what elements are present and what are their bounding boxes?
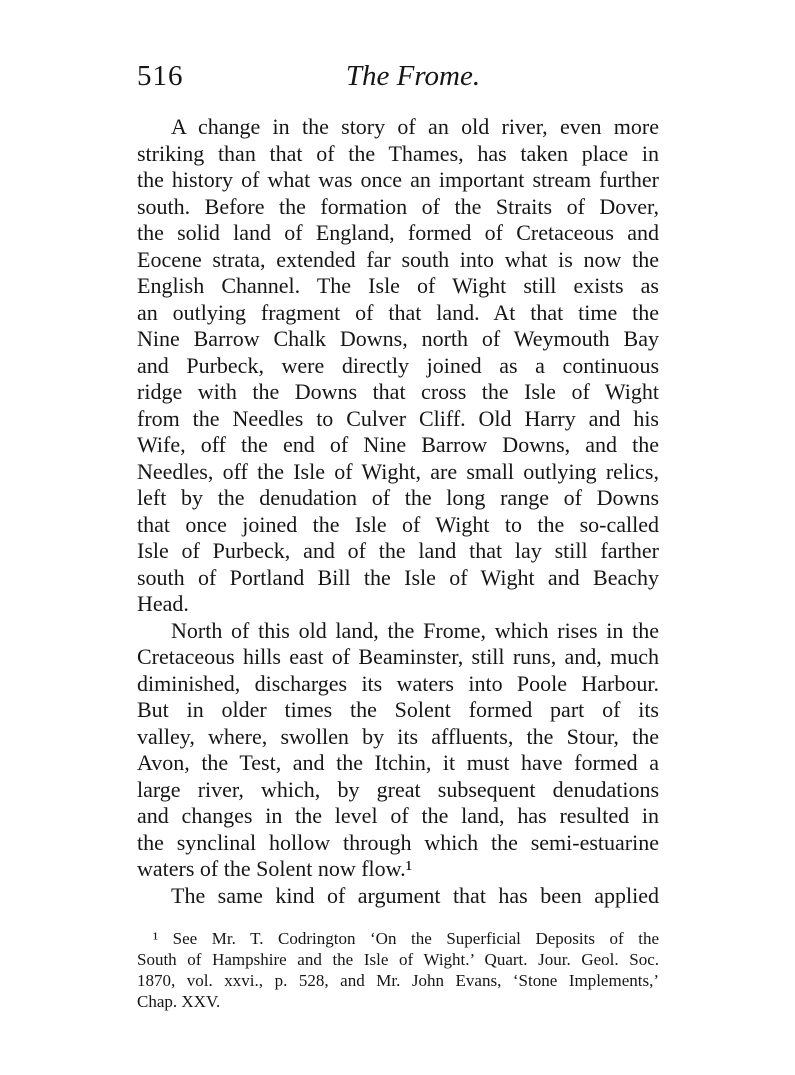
text-line: But in older times the Solent formed part of its xyxy=(137,697,659,722)
text-line: English Channel. The Isle of Wight still exists as xyxy=(137,273,659,298)
footnote-line: South of Hampshire and the Isle of Wight.’ Quart. Jour. Geol. Soc. xyxy=(137,950,659,969)
text-line: left by the denudation of the long range of Downs xyxy=(137,485,659,510)
text-line: south of Portland Bill the Isle of Wight and Beachy xyxy=(137,564,659,590)
running-title: The Frome. xyxy=(345,60,481,92)
text-line: the synclinal hollow through which the semi-estuarine xyxy=(137,829,659,855)
footnote-line: 1870, vol. xxvi., p. 528, and Mr. John Evans, ‘Stone Implements,’ xyxy=(137,971,659,990)
text-line: and Purbeck, were directly joined as a continuous xyxy=(137,352,659,378)
page-header xyxy=(137,58,659,98)
text-line: the solid land of England, formed of Cretaceous and xyxy=(137,220,659,245)
text-line: Nine Barrow Chalk Downs, north of Weymouth Bay xyxy=(137,326,659,351)
text-line: that once joined the Isle of Wight to the so-called xyxy=(137,511,659,537)
text-line: large river, which, by great subsequent denudations xyxy=(137,776,659,802)
text-line: Head. xyxy=(137,591,189,616)
text-line: and changes in the level of the land, has resulted in xyxy=(137,803,659,828)
text-line: the history of what was once an important stream further xyxy=(137,167,659,192)
text-line: Wife, off the end of Nine Barrow Downs, and the xyxy=(137,432,659,457)
footnote-line: Chap. XXV. xyxy=(137,992,221,1011)
text-line: Needles, off the Isle of Wight, are small outlying relics, xyxy=(137,458,659,484)
text-line: waters of the Solent now flow.¹ xyxy=(137,856,413,881)
text-line: North of this old land, the Frome, which rises in the xyxy=(171,617,659,643)
text-line: A change in the story of an old river, even more xyxy=(171,114,659,139)
text-line: striking than that of the Thames, has taken place in xyxy=(137,140,659,166)
text-line: diminished, discharges its waters into Poole Harbour. xyxy=(137,670,659,696)
text-line: Isle of Purbeck, and of the land that lay still farther xyxy=(137,538,659,563)
paragraph-2 xyxy=(137,618,659,883)
text-line: Avon, the Test, and the Itchin, it must have formed a xyxy=(137,750,659,775)
text-line: valley, where, swollen by its affluents, the Stour, the xyxy=(137,723,659,749)
body-text xyxy=(137,114,659,909)
text-line: Cretaceous hills east of Beaminster, still runs, and, much xyxy=(137,644,659,669)
text-line: from the Needles to Culver Cliff. Old Harry and his xyxy=(137,405,659,431)
text-line: south. Before the formation of the Straits of Dover, xyxy=(137,193,659,219)
page-number: 516 xyxy=(137,60,184,92)
paragraph-1 xyxy=(137,114,659,618)
text-line: Eocene strata, extended far south into what is now the xyxy=(137,246,659,272)
text-line: ridge with the Downs that cross the Isle of Wight xyxy=(137,379,659,404)
footnote xyxy=(137,928,659,1012)
footnote-line: ¹ See Mr. T. Codrington ‘On the Superficial Deposits of the xyxy=(153,929,659,948)
text-line: an outlying fragment of that land. At that time the xyxy=(137,299,659,325)
paragraph-3 xyxy=(137,883,659,910)
text-line: The same kind of argument that has been applied xyxy=(171,882,659,908)
